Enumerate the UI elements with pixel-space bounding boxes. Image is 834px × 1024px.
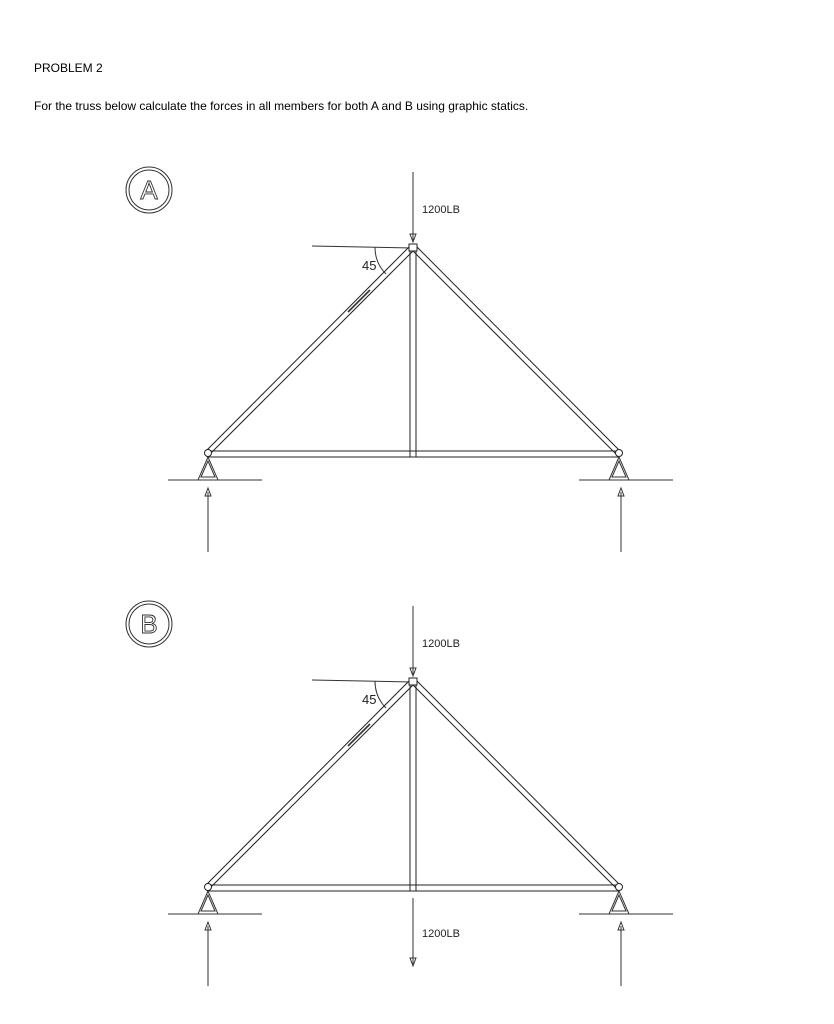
vertical-member bbox=[410, 682, 416, 891]
bottom-chord-member bbox=[207, 885, 619, 891]
right-joint bbox=[616, 884, 623, 891]
left-rafter-member bbox=[205, 680, 413, 888]
problem-instructions: For the truss below calculate the forces in all members for both A and B using graphic statics. bbox=[34, 99, 529, 113]
truss-label-a bbox=[126, 167, 172, 213]
angle-label: 45 bbox=[362, 692, 377, 707]
right-pin-support bbox=[579, 457, 673, 480]
truss-label-text: A bbox=[140, 175, 158, 205]
angle-label: 45 bbox=[362, 258, 377, 273]
top-load-label: 1200LB bbox=[422, 638, 460, 650]
right-joint bbox=[616, 450, 623, 457]
left-pin-support bbox=[168, 457, 262, 480]
bottom-load-label: 1200LB bbox=[422, 928, 460, 940]
problem-title: PROBLEM 2 bbox=[34, 61, 103, 75]
left-pin-support bbox=[168, 891, 262, 914]
left-joint bbox=[205, 884, 212, 891]
angle-reference-line bbox=[312, 246, 412, 248]
apex-joint bbox=[409, 244, 417, 251]
right-reaction-arrow bbox=[618, 488, 624, 552]
vertical-member bbox=[410, 248, 416, 457]
top-load-arrow bbox=[410, 172, 416, 242]
top-load-arrow bbox=[410, 606, 416, 676]
truss-label-text: B bbox=[140, 609, 158, 639]
right-rafter-member bbox=[413, 246, 621, 454]
angle-arc bbox=[375, 681, 386, 708]
truss-label-b bbox=[126, 601, 172, 647]
left-joint bbox=[205, 450, 212, 457]
right-rafter-member bbox=[413, 680, 621, 888]
right-pin-support bbox=[579, 891, 673, 914]
apex-joint bbox=[409, 678, 417, 685]
truss-diagram-a bbox=[0, 160, 834, 570]
angle-reference-line bbox=[312, 680, 412, 682]
angle-arc bbox=[375, 247, 386, 274]
top-load-label: 1200LB bbox=[422, 204, 460, 216]
right-reaction-arrow bbox=[618, 922, 624, 986]
bottom-chord-member bbox=[207, 451, 619, 457]
truss-diagram-b bbox=[0, 590, 834, 1000]
left-reaction-arrow bbox=[205, 922, 211, 986]
bottom-load-arrow bbox=[410, 898, 416, 966]
left-rafter-member bbox=[205, 246, 413, 454]
left-reaction-arrow bbox=[205, 488, 211, 552]
